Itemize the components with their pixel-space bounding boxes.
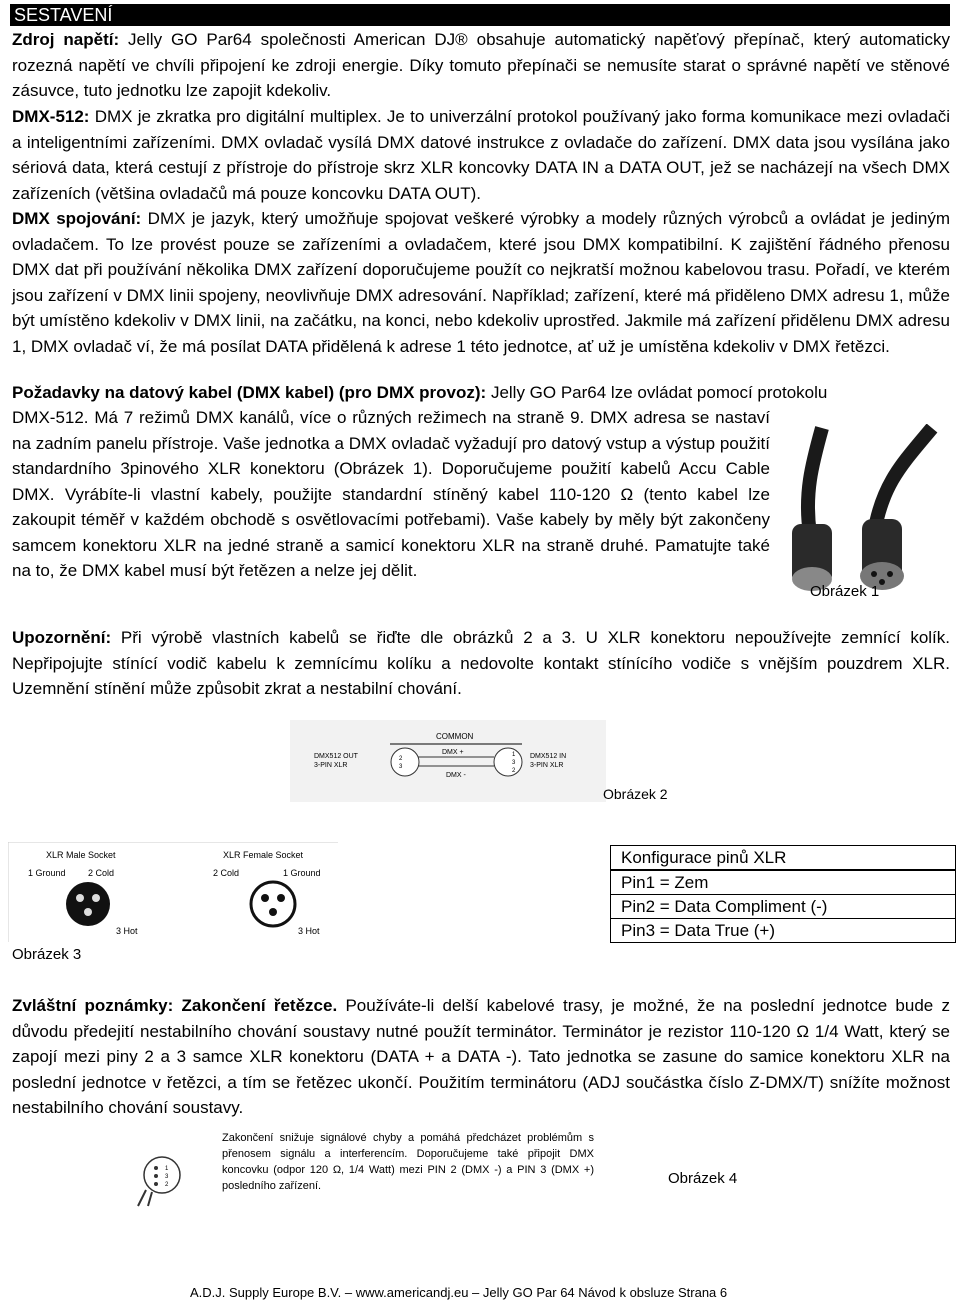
terminator-icon <box>132 1150 192 1210</box>
paragraph-warning <box>12 625 950 702</box>
cable-right <box>874 428 932 534</box>
dmx-out-label-1: DMX512 OUT <box>314 753 358 760</box>
term-pin-1: 1 <box>165 1166 169 1172</box>
in-pin-2: 2 <box>512 768 516 774</box>
female-socket-title: XLR Female Socket <box>223 850 304 860</box>
cable-req-label: Požadavky na datový kabel (DMX kabel) (pro DMX provoz): <box>12 383 487 402</box>
pin-table-row: Pin2 = Data Compliment (-) <box>611 895 956 919</box>
page-footer: A.D.J. Supply Europe B.V. – www.americandj.eu – Jelly GO Par 64 Návod k obsluze Strana 6 <box>190 1285 728 1300</box>
warning-text: Při výrobě vlastních kabelů se řiďte dle obrázků 2 a 3. U XLR konektoru nepoužívejte zemnící kolík. Nepřipojujte stínící vodič kabelu k zemnícímu kolíku a nedovolte kontakt stínícího vodiče s vnějším pouzdrem XLR. Uzemnění stínění může způsobit zkrat a nestabilní chování. <box>12 628 950 698</box>
dmx-linking-text: DMX je jazyk, který umožňuje spojovat veškeré výrobky a modely různých výrobců a ovládat je jediným ovladačem. To lze provést pouze se zařízeními a ovladačem, které jsou DMX kompatibilní. K zajištění řádného přenosu DMX dat při používání několika DMX zařízení doporučujeme použít co nejkratší možnou kabelovou trasu. Pořadí, ve kterém jsou zařízení v DMX linii spojeny, neovlivňuje DMX adresování. Například; zařízení, které má přiděleno DMX adresu 1, může být umístěno kdekoliv v DMX linii, na začátku, na konci, nebo kdekoliv uprostřed. Jakmile má zařízení přidělenu DMX adresu 1, DMX ovladač ví, že má posílat DATA přidělená k adrese 1 této jednotce, ať už je umístěna kdekoliv v DMX řetězci. <box>12 209 951 356</box>
paragraph-termination <box>12 993 950 1121</box>
dmx512-text: DMX je zkratka pro digitální multiplex. Je to univerzální protokol používaný jako forma komunikace mezi ovladači a inteligentními zařízeními. DMX ovladač vysílá DMX datové instrukce z ovladače do zařízení. DMX data jsou vysílána jako sériová data, která cestují z přístroje do přístroje skrz XLR koncovky DATA IN a DATA OUT, jež se nacházejí na všech DMX zařízeních (většina ovladačů má pouze koncovku DATA OUT). <box>12 107 950 203</box>
male-hot-label: 3 Hot <box>116 926 138 936</box>
figure3-caption: Obrázek 3 <box>12 946 82 963</box>
male-ground-label: 1 Ground <box>28 868 66 878</box>
pin-config-table <box>610 845 956 943</box>
dmx-in-label-1: DMX512 IN <box>530 753 567 760</box>
figure4-caption: Obrázek 4 <box>668 1170 738 1187</box>
pin-table-row: Pin1 = Zem <box>611 870 956 895</box>
male-cold-label: 2 Cold <box>88 868 115 878</box>
dmx-wiring-diagram <box>290 720 606 802</box>
female-socket <box>251 882 295 926</box>
out-connector <box>391 748 419 776</box>
male-socket <box>66 882 110 926</box>
pin-table-row: Pin3 = Data True (+) <box>611 919 956 943</box>
dmx-in-label-2: 3-PIN XLR <box>530 762 564 769</box>
xlr-cable-photo <box>782 424 958 600</box>
dmx-linking-label: DMX spojování: <box>12 209 142 228</box>
termination-label: Zvláštní poznámky: Zakončení řetězce. <box>12 996 338 1015</box>
dmx-out-label-2: 3-PIN XLR <box>314 762 348 769</box>
out-pin-3: 3 <box>399 764 403 770</box>
section-header: SESTAVENÍ <box>10 4 950 26</box>
paragraph-dmx-linking <box>12 206 950 359</box>
paragraph-dmx512 <box>12 104 950 206</box>
common-label: COMMON <box>436 732 474 741</box>
out-pin-2: 2 <box>399 756 403 762</box>
dmx-minus-label: DMX - <box>446 772 466 779</box>
termination-note: Zakončení snižuje signálové chyby a pomáhá předcházet problémům s přenosem signálu a interferencím. Doporučujeme také připojit DMX koncovku (odpor 120 Ω, 1/4 Watt) mezi PIN 2 (DMX -) a PIN 3 (DMX +) posledního zařízení. <box>222 1132 594 1192</box>
in-pin-1: 1 <box>512 752 516 758</box>
figure2-caption: Obrázek 2 <box>603 786 668 802</box>
figure1-caption: Obrázek 1 <box>810 583 880 600</box>
dmx512-label: DMX-512: <box>12 107 90 126</box>
warning-label: Upozornění: <box>12 628 112 647</box>
power-label: Zdroj napětí: <box>12 30 120 49</box>
cable-left <box>808 428 822 534</box>
term-pin-2: 2 <box>165 1182 169 1188</box>
in-connector <box>494 748 522 776</box>
paragraph-cable-req-rest: DMX-512. Má 7 režimů DMX kanálů, více o různých režimech na straně 9. DMX adresa se nastaví na zadním panelu přístroje. Vaše jednotka a DMX ovladač vyžadují pro datový vstup a výstup použití standardního 3pinového XLR konektoru (Obrázek 1). Doporučujeme použití kabelů Accu Cable DMX. Vyrábíte-li vlastní kabely, použijte standardní stíněný kabel 110-120 Ω (tento kabel lze zakoupit téměř v každém obchodě s osvětlovacími potřebami). Vaše kabely by měly být zakončeny samcem konektoru XLR na jedné straně a samicí konektoru XLR na straně druhé. Pamatujte také na to, že DMX kabel musí být řetězen a nelze jej dělit. <box>12 408 770 580</box>
termination-text: Používáte-li delší kabelové trasy, je možné, že na poslední jednotce bude z důvodu předejití nestabilního chování soustavy nutné použít terminátor. Terminátor je rezistor 110-120 Ω 1/4 Watt, který se zapojí mezi piny 2 a 3 samce XLR konektoru (DATA + a DATA -). Tato jednotka se zasune do samice konektoru XLR na poslední jednotce v řetězci, a tím se řetězec ukončí. Použitím terminátoru (ADJ součástka číslo Z-DMX/T) snížíte možnost nestabilního chování soustavy. <box>12 996 950 1117</box>
female-cold-label: 2 Cold <box>213 868 240 878</box>
in-pin-3: 3 <box>512 760 516 766</box>
female-ground-label: 1 Ground <box>283 868 321 878</box>
power-text: Jelly GO Par64 společnosti American DJ® obsahuje automatický napěťový přepínač, který automaticky rozezná napětí ve chvíli připojení ke zdroji energie. Díky tomuto přepínači se nemusíte starat o správné napětí ve stěnové zásuvce, tuto jednotku lze zapojit kdekoliv. <box>12 30 950 100</box>
pin-table-title: Konfigurace pinů XLR <box>611 846 956 871</box>
female-hot-label: 3 Hot <box>298 926 320 936</box>
xlr-socket-diagram <box>8 842 338 942</box>
dmx-plus-label: DMX + <box>442 749 464 756</box>
paragraph-cable-req-first <box>12 380 950 406</box>
term-pin-3: 3 <box>165 1174 169 1180</box>
paragraph-power <box>12 27 950 104</box>
cable-req-text-1: Jelly GO Par64 lze ovládat pomocí protokolu <box>486 383 828 402</box>
male-socket-title: XLR Male Socket <box>46 850 116 860</box>
